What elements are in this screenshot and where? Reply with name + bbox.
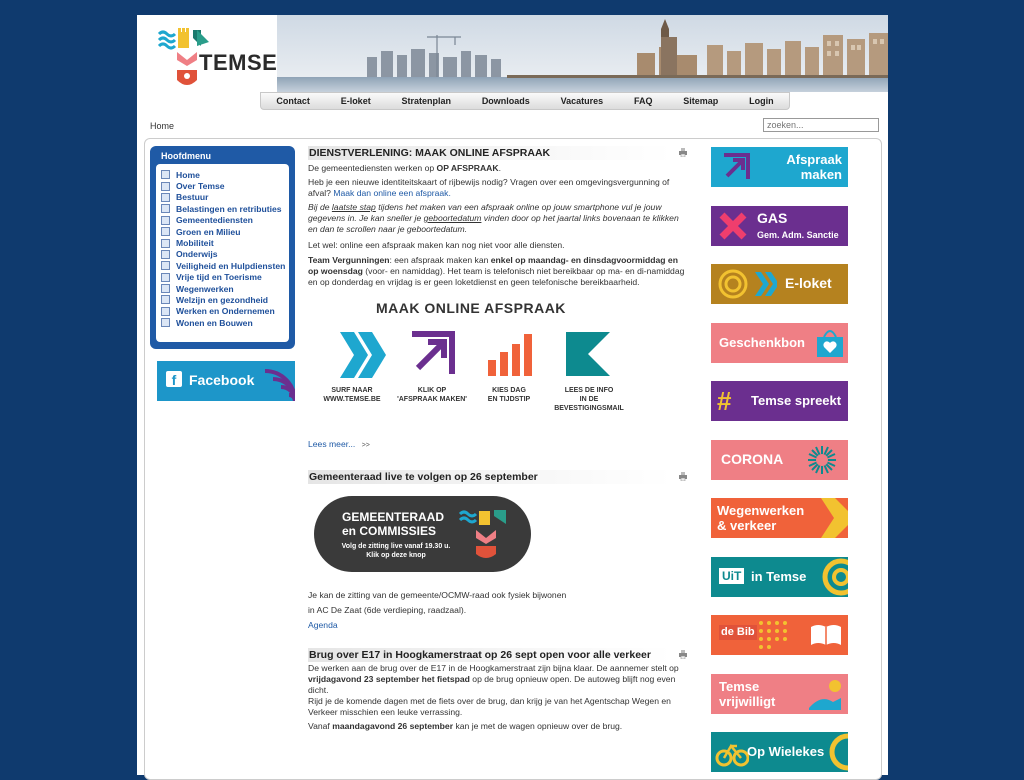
top-navigation [260, 92, 790, 110]
text-span: : een afspraak maken kan [389, 255, 491, 265]
bar-graph-icon [486, 330, 534, 378]
uit-logo: UiT [719, 568, 744, 584]
banner-line: Wegenwerken [717, 503, 805, 518]
nav-sitemap[interactable]: Sitemap [683, 96, 719, 106]
nav-e-loket[interactable]: E-loket [340, 96, 371, 106]
graphic-title: MAAK ONLINE AFSPRAAK [376, 300, 566, 316]
menu-item-wonen[interactable] [161, 317, 289, 328]
banner-label: Temse spreekt [751, 393, 842, 408]
article-text: Je kan de zitting van de gemeente/OCMW-raad ook fysiek bijwonen [308, 590, 567, 600]
menu-item-label[interactable]: Mobiliteit [176, 238, 214, 249]
banner-label: Op Wielekes [747, 744, 825, 759]
bullet-icon [161, 318, 170, 327]
breadcrumb[interactable]: Home [150, 121, 175, 131]
menu-item-welzijn[interactable] [161, 294, 289, 305]
bullet-icon [161, 295, 170, 304]
article-text: Rijd je de komende dagen met de fiets over de brug, dan krijg je van het Agentschap Wegen en Verkeer misschien een leuke verrassing. [308, 696, 671, 717]
menu-item-veiligheid[interactable] [161, 260, 289, 271]
menu-item-label[interactable]: Belastingen en retributies [176, 203, 282, 214]
banner-afspraak-maken[interactable] [711, 147, 848, 187]
article-title-row [308, 648, 688, 662]
banner-line: & verkeer [717, 518, 777, 533]
text-bold: maandagavond 26 september [332, 721, 454, 731]
printer-icon[interactable] [678, 148, 688, 157]
text-span: vinden door op het jaartal links bovenaan te klikken en dan te scrollen naar je geboortedatum. [308, 213, 679, 234]
article-text [308, 721, 688, 732]
text-span: Bij de [308, 202, 332, 212]
menu-item-label[interactable]: Veiligheid en Hulpdiensten [176, 260, 286, 271]
banner-label: Geschenkbon [719, 335, 805, 350]
step-line: WWW.TEMSE.BE [323, 396, 381, 403]
article-title[interactable]: DIENSTVERLENING: MAAK ONLINE AFSPRAAK [308, 146, 672, 160]
step-line: EN TIJDSTIP [487, 396, 531, 403]
banner-wegenwerken[interactable] [711, 498, 848, 538]
hashtag-icon: # [717, 386, 732, 416]
facebook-banner[interactable] [157, 361, 295, 401]
menu-item-vrije-tijd[interactable] [161, 272, 289, 283]
banner-label: de Bib [721, 626, 755, 638]
temse-logo[interactable] [143, 20, 278, 90]
arrow-box-icon [408, 330, 456, 378]
text-underline: laatste stap [331, 202, 376, 212]
bullet-icon [161, 170, 170, 179]
bullet-icon [161, 204, 170, 213]
menu-item-wegenwerken[interactable] [161, 283, 289, 294]
chevrons-icon [338, 330, 388, 380]
nav-stratenplan[interactable]: Stratenplan [401, 96, 452, 106]
article-title[interactable]: Gemeenteraad live te volgen op 26 september [308, 470, 672, 484]
text-span: op de brug opnieuw open. De autoweg blijft nog even dicht. [308, 674, 676, 695]
bullet-icon [161, 193, 170, 202]
menu-item-label[interactable]: Wegenwerken [176, 283, 234, 294]
pill-subtext [326, 542, 466, 560]
pill-line: en COMMISSIES [342, 524, 437, 538]
printer-icon[interactable] [678, 650, 688, 659]
banner-corona[interactable] [711, 440, 848, 480]
step-4-label [548, 386, 630, 413]
nav-contact[interactable]: Contact [276, 96, 310, 106]
appointment-steps-graphic[interactable] [308, 298, 688, 433]
banner-label: GAS [757, 210, 788, 226]
bullet-icon [161, 216, 170, 225]
text-underline: geboortedatum [423, 213, 482, 223]
banner-uit-in-temse[interactable] [711, 557, 848, 597]
arrow-box-icon [721, 152, 751, 182]
menu-item-gemeentediensten[interactable] [161, 215, 289, 226]
menu-item-belastingen[interactable] [161, 203, 289, 214]
article-text [308, 177, 688, 199]
bullet-icon [161, 273, 170, 282]
banner-sublabel: Gem. Adm. Sanctie [757, 230, 839, 240]
open-book-icon [809, 623, 843, 647]
site-header [137, 15, 888, 92]
article-text [308, 620, 688, 631]
printer-icon[interactable] [678, 472, 688, 481]
menu-item-label[interactable]: Groen en Milieu [176, 226, 241, 237]
article-text: Let wel: online een afspraak maken kan nog niet voor alle diensten. [308, 240, 565, 250]
banner-label: in Temse [751, 569, 807, 584]
bullet-icon [161, 250, 170, 259]
banner-de-bib[interactable] [711, 615, 848, 655]
article-title-row [308, 146, 688, 160]
text-span: kan je met de wagen opnieuw over de brug. [453, 721, 623, 731]
article-text [308, 202, 688, 235]
cross-icon [719, 212, 747, 240]
search-input[interactable] [763, 118, 879, 132]
nav-downloads[interactable]: Downloads [481, 96, 530, 106]
step-1-label [322, 386, 382, 404]
text-span: De gemeentediensten werken op [308, 163, 437, 173]
nav-login[interactable]: Login [749, 96, 774, 106]
bullet-icon [161, 239, 170, 248]
pill-line: Volg de zitting live vanaf 19.30 u. [341, 543, 451, 550]
dots-pattern-icon [757, 619, 805, 651]
make-appointment-link[interactable]: Maak dan online een afspraak. [333, 188, 451, 198]
banner-line: Afspraak [786, 152, 842, 167]
step-line: KIES DAG [492, 387, 526, 394]
text-span: Vanaf [308, 721, 333, 731]
article-text [308, 255, 688, 288]
menu-item-label[interactable]: Werken en Ondernemen [176, 306, 275, 317]
banner-temse-spreekt[interactable] [711, 381, 848, 421]
pill-line: GEMEENTERAAD [342, 510, 445, 524]
banner-line: Temse [719, 679, 760, 694]
step-line: 'AFSPRAAK MAKEN' [397, 396, 467, 403]
banner-line: vrijwilligt [719, 694, 776, 709]
text-span: tijdens het maken van een afspraak online op jouw smartphone vul je jouw gegevens in. Je kan sneller je [308, 202, 662, 223]
chevron-pattern-icon [821, 498, 848, 538]
menu-item-label[interactable]: Gemeentediensten [176, 215, 253, 226]
gift-bag-icon [815, 327, 845, 359]
article-text [308, 663, 688, 696]
article-title[interactable]: Brug over E17 in Hoogkamerstraat op 26 sept open voor alle verkeer [308, 648, 672, 662]
banner-op-wielekes[interactable] [711, 732, 848, 772]
nav-faq[interactable]: FAQ [633, 96, 653, 106]
hands-icon [807, 678, 845, 712]
read-more-row [308, 439, 688, 451]
menu-list-box [156, 164, 289, 342]
text-bold: OP AFSPRAAK [436, 163, 499, 173]
menu-item-over-temse[interactable] [161, 180, 289, 191]
main-menu [150, 146, 295, 349]
text-span: Heb je een nieuwe identiteitskaart of rijbewijs nodig? Vragen over een omgevingsvergunning of afval? [308, 177, 670, 198]
step-3-label [478, 386, 540, 404]
banner-label [719, 679, 775, 709]
bullet-icon [161, 182, 170, 191]
step-line: BEVESTIGINGSMAIL [554, 405, 624, 412]
facebook-label: Facebook [189, 372, 255, 388]
step-line: KLIK OP [417, 387, 447, 394]
text-bold: Team Vergunningen [308, 255, 390, 265]
banner-gas[interactable] [711, 206, 848, 246]
facebook-icon: f [166, 371, 182, 387]
rings-icon [815, 557, 848, 597]
article-text [308, 163, 688, 174]
bullet-icon [161, 284, 170, 293]
council-live-button[interactable] [308, 484, 688, 590]
menu-item-groen-milieu[interactable] [161, 226, 289, 237]
menu-item-label[interactable]: Welzijn en gezondheid [176, 294, 268, 305]
pill-heading [342, 510, 444, 538]
header-skyline-photo [277, 15, 888, 92]
logo-text: TEMSE [199, 50, 278, 75]
rings-icon [823, 732, 848, 772]
menu-item-label[interactable]: Onderwijs [176, 249, 218, 260]
text-span: De werken aan de brug over de E17 in de Hoogkamerstraat zijn bijna klaar. De aannemer stelt op [308, 663, 679, 673]
step-2-label [394, 386, 470, 404]
banner-e-loket[interactable] [711, 264, 848, 304]
menu-item-label[interactable]: Over Temse [176, 181, 225, 192]
menu-item-mobiliteit[interactable] [161, 237, 289, 248]
bullet-icon [161, 227, 170, 236]
menu-item-label[interactable]: Home [176, 169, 200, 180]
text-bold: enkel op maandag- en dinsdagvoormiddag en op woensdag [308, 255, 678, 276]
text-span: . [498, 163, 501, 173]
coat-of-arms-icon [458, 506, 514, 562]
read-more-link[interactable]: Lees meer... [308, 439, 356, 449]
pill-line: Klik op deze knop [366, 552, 426, 559]
step-line: LEES DE INFO [564, 387, 614, 394]
bullet-icon [161, 307, 170, 316]
menu-item-onderwijs[interactable] [161, 249, 289, 260]
menu-title: Hoofdmenu [161, 151, 211, 161]
virus-icon [805, 444, 839, 476]
bicycle-icon [715, 736, 749, 768]
text-bold: vrijdagavond 23 september het fietspad [308, 674, 470, 684]
banner-label [717, 503, 804, 533]
menu-item-label[interactable]: Wonen en Bouwen [176, 317, 253, 328]
page [137, 15, 888, 775]
banner-label: E-loket [785, 275, 832, 291]
nav-vacatures[interactable]: Vacatures [560, 96, 604, 106]
menu-item-label[interactable]: Vrije tijd en Toerisme [176, 272, 262, 283]
menu-item-bestuur[interactable] [161, 192, 289, 203]
menu-item-label[interactable]: Bestuur [176, 192, 209, 203]
step-line: SURF NAAR [331, 387, 373, 394]
banner-label [786, 152, 842, 182]
menu-item-werken[interactable] [161, 306, 289, 317]
flag-icon [564, 330, 612, 378]
bullet-icon [161, 261, 170, 270]
arcs-decoration-icon [249, 361, 295, 401]
banner-geschenkbon[interactable] [711, 323, 848, 363]
article-text: in AC De Zaat (6de verdieping, raadzaal). [308, 605, 467, 615]
menu-item-home[interactable] [161, 169, 289, 180]
e-loket-icon [717, 268, 777, 300]
banner-temse-vrijwilligt[interactable] [711, 674, 848, 714]
banner-label: CORONA [721, 451, 784, 467]
agenda-link[interactable]: Agenda [308, 620, 338, 630]
read-more-arrow: >> [361, 442, 370, 449]
banner-line: maken [800, 167, 842, 182]
main-content [308, 146, 688, 732]
step-line: IN DE [579, 396, 599, 403]
text-span: (voor- en namiddag). Het team is telefonisch niet bereikbaar op ma- en di-namiddag en op donderdag en vrijdag is er geen loketdienst en geen telefonische bereikbaarheid. [308, 266, 685, 287]
article-title-row [308, 470, 688, 484]
